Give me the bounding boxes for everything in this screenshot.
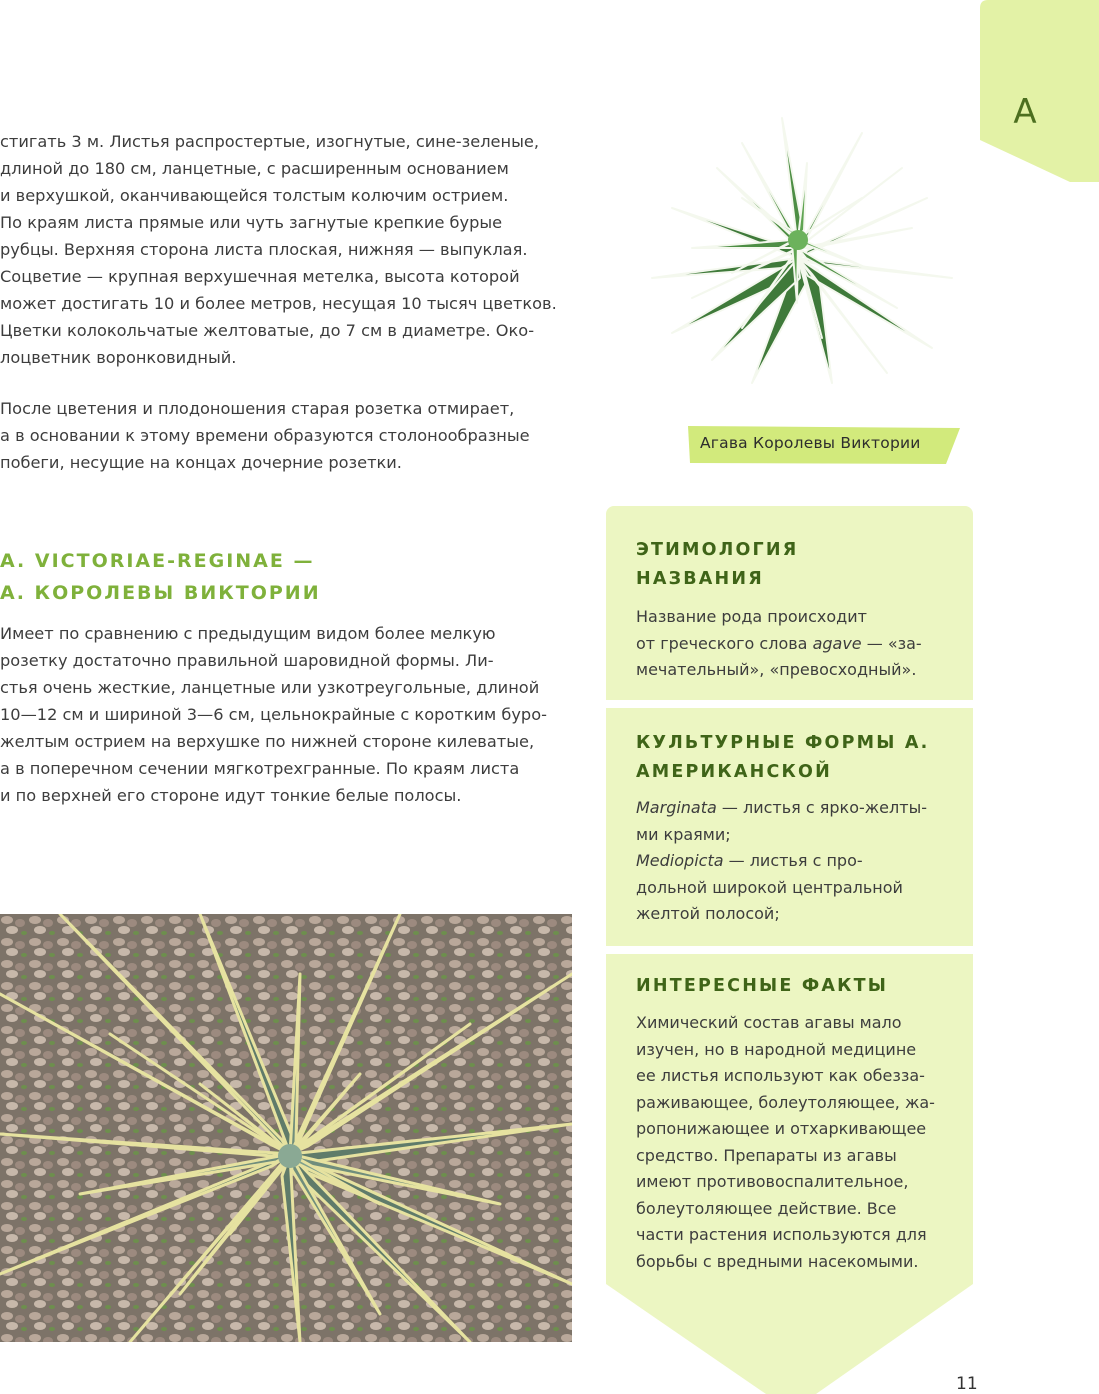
etymology-text: Название рода происходит от греческого слова agave — «за- мечательный», «превосходный».	[636, 607, 922, 679]
agave-victoriae-reginae-image	[632, 108, 964, 390]
facts-text: Химический состав агавы мало изучен, но в народной медицине ее листья используют как обезза- раживающее, болеутоляющее, жа- ропонижающее и отхаркивающее средство. Препараты из агавы имеют противовоспалительное, болеутоляющее действие. Все части растения используются для борьбы с вредными насекомыми.	[636, 1013, 935, 1271]
image-caption: Агава Королевы Виктории	[700, 434, 921, 452]
cultivars-title: КУЛЬТУРНЫЕ ФОРМЫ А. АМЕРИКАНСКОЙ	[636, 733, 930, 782]
species-heading: A. VICTORIAE-REGINAE — А. КОРОЛЕВЫ ВИКТОРИИ	[0, 550, 321, 604]
section-tab	[980, 0, 1099, 182]
agave-americana-photo	[0, 914, 572, 1342]
section-letter: А	[1013, 92, 1037, 132]
facts-title: ИНТЕРЕСНЫЕ ФАКТЫ	[636, 976, 889, 996]
intro-paragraph-2: После цветения и плодоношения старая розетка отмирает, а в основании к этому времени образуются столонообразные побеги, несущие на концах дочерние розетки.	[0, 399, 530, 472]
intro-paragraph-1: стигать 3 м. Листья распростертые, изогнутые, сине-зеленые, длиной до 180 см, ланцетные, с расширенным основанием и верхушкой, оканчивающейся толстым колючим острием. По краям листа прямые или чуть загнутые крепкие бурые рубцы. Верхняя сторона листа плоская, нижняя — выпуклая. Соцветие — крупная верхушечная метелка, высота которой может достигать 10 и более метров, несущая 10 тысяч цветков. Цветки колокольчатые желтоватые, до 7 см в диаметре. Око- лоцветник воронковидный.	[0, 132, 557, 367]
species-description: Имеет по сравнению с предыдущим видом более мелкую розетку достаточно правильной шаровидной формы. Ли- стья очень жесткие, ланцетные или узкотреугольные, длиной 10—12 см и шириной 3—6 см, цельнокрайные с коротким буро- желтым острием на верхушке по нижней стороне килеватые, а в поперечном сечении мягкотрехгранные. По краям листа и по верхней его стороне идут тонкие белые полосы.	[0, 624, 547, 805]
cultivars-text: Marginata — листья с ярко-желты- ми краями; Mediopicta — листья с про- дольной широкой центральной желтой полосой;	[636, 798, 927, 923]
etymology-title: ЭТИМОЛОГИЯ НАЗВАНИЯ	[636, 540, 799, 589]
page-number: 11	[956, 1374, 978, 1394]
